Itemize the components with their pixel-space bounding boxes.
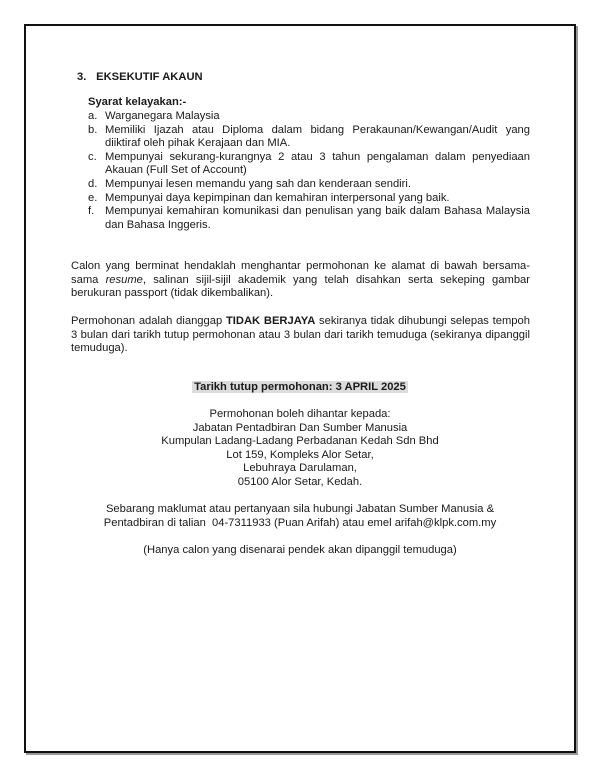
address-line: 05100 Alor Setar, Kedah. [237,475,363,488]
list-text: Mempunyai daya kepimpinan dan kemahiran interpersonal yang baik. [105,191,450,204]
list-marker: c. [88,150,97,163]
text: Pentadbiran di talian [103,516,213,529]
list-text: Memiliki Ijazah atau Diploma dalam bidang Perakaunan/Kewangan/Audit yang diiktiraf oleh pihak Kerajaan dan MIA. [105,123,530,150]
application-instructions [71,260,530,301]
list-item [88,192,530,206]
list-text: Mempunyai lesen memandu yang sah dan kenderaan sendiri. [105,177,411,190]
list-marker: a. [88,110,98,122]
list-marker: b. [88,123,98,136]
closing-date [30,381,570,395]
list-item [88,124,530,151]
resume-italic: resume [105,273,143,286]
address-line: Lebuhraya Darulaman, [243,462,357,475]
list-marker: f. [88,205,95,218]
tidak-berjaya-bold: TIDAK BERJAYA [225,315,316,327]
address-line: Jabatan Pentadbiran Dan Sumber Manusia [192,421,408,434]
contact-line [30,517,570,531]
text: Calon yang berminat hendaklah menghantar permohonan ke alamat di bawah bersama-sama [71,260,530,286]
closing-date-text: Tarikh tutup permohonan: 3 APRIL 2025 [194,381,406,393]
list-item [88,110,530,124]
shortlist-note: (Hanya calon yang disenarai pendek akan dipanggil temuduga) [143,544,457,556]
list-marker: d. [88,177,98,190]
list-item [88,178,530,192]
list-marker: e. [88,191,98,204]
list-text: Warganegara Malaysia [105,110,220,122]
list-item [88,151,530,178]
section-title: EKSEKUTIF AKAUN [96,71,203,83]
list-item [88,205,530,232]
email-link[interactable]: arifah@klpk.com.my [394,516,497,529]
contact-info [30,503,570,530]
section-number: 3. [77,71,87,83]
text: , salinan sijil-sijil akademik yang telah disahkan serta sekeping gambar berukuran passport (tidak dikembalikan). [71,273,530,300]
list-text: Mempunyai kemahiran komunikasi dan penulisan yang baik dalam Bahasa Malaysia dan Bahasa Inggeris. [105,205,530,231]
requirements-list [88,110,530,232]
list-text: Mempunyai sekurang-kurangnya 2 atau 3 tahun pengalaman dalam penyediaan Akauan (Full Set of Account) [105,150,530,177]
mailing-address [30,408,570,490]
contact-line: Sebarang maklumat atau pertanyaan sila hubungi Jabatan Sumber Manusia & [105,503,495,515]
address-line: Kumpulan Ladang-Ladang Perbadanan Kedah Sdn Bhd [161,435,439,448]
phone-number: 04-7311933 [212,516,271,529]
text: Permohonan adalah dianggap [71,315,226,327]
text: sekiranya tidak dihubungi selepas tempoh 3 bulan dari tarikh tutup permohonan atau 3 bulan dari tarikh temuduga (sekiranya dipanggil temuduga). [71,315,530,355]
address-line: Permohonan boleh dihantar kepada: [209,408,391,420]
unsuccessful-notice [71,315,530,356]
address-line: Lot 159, Kompleks Alor Setar, [226,448,374,461]
requirements-title: Syarat kelayakan:- [88,96,187,108]
text: (Puan Arifah) atau emel [270,516,395,529]
section-heading [77,71,203,85]
